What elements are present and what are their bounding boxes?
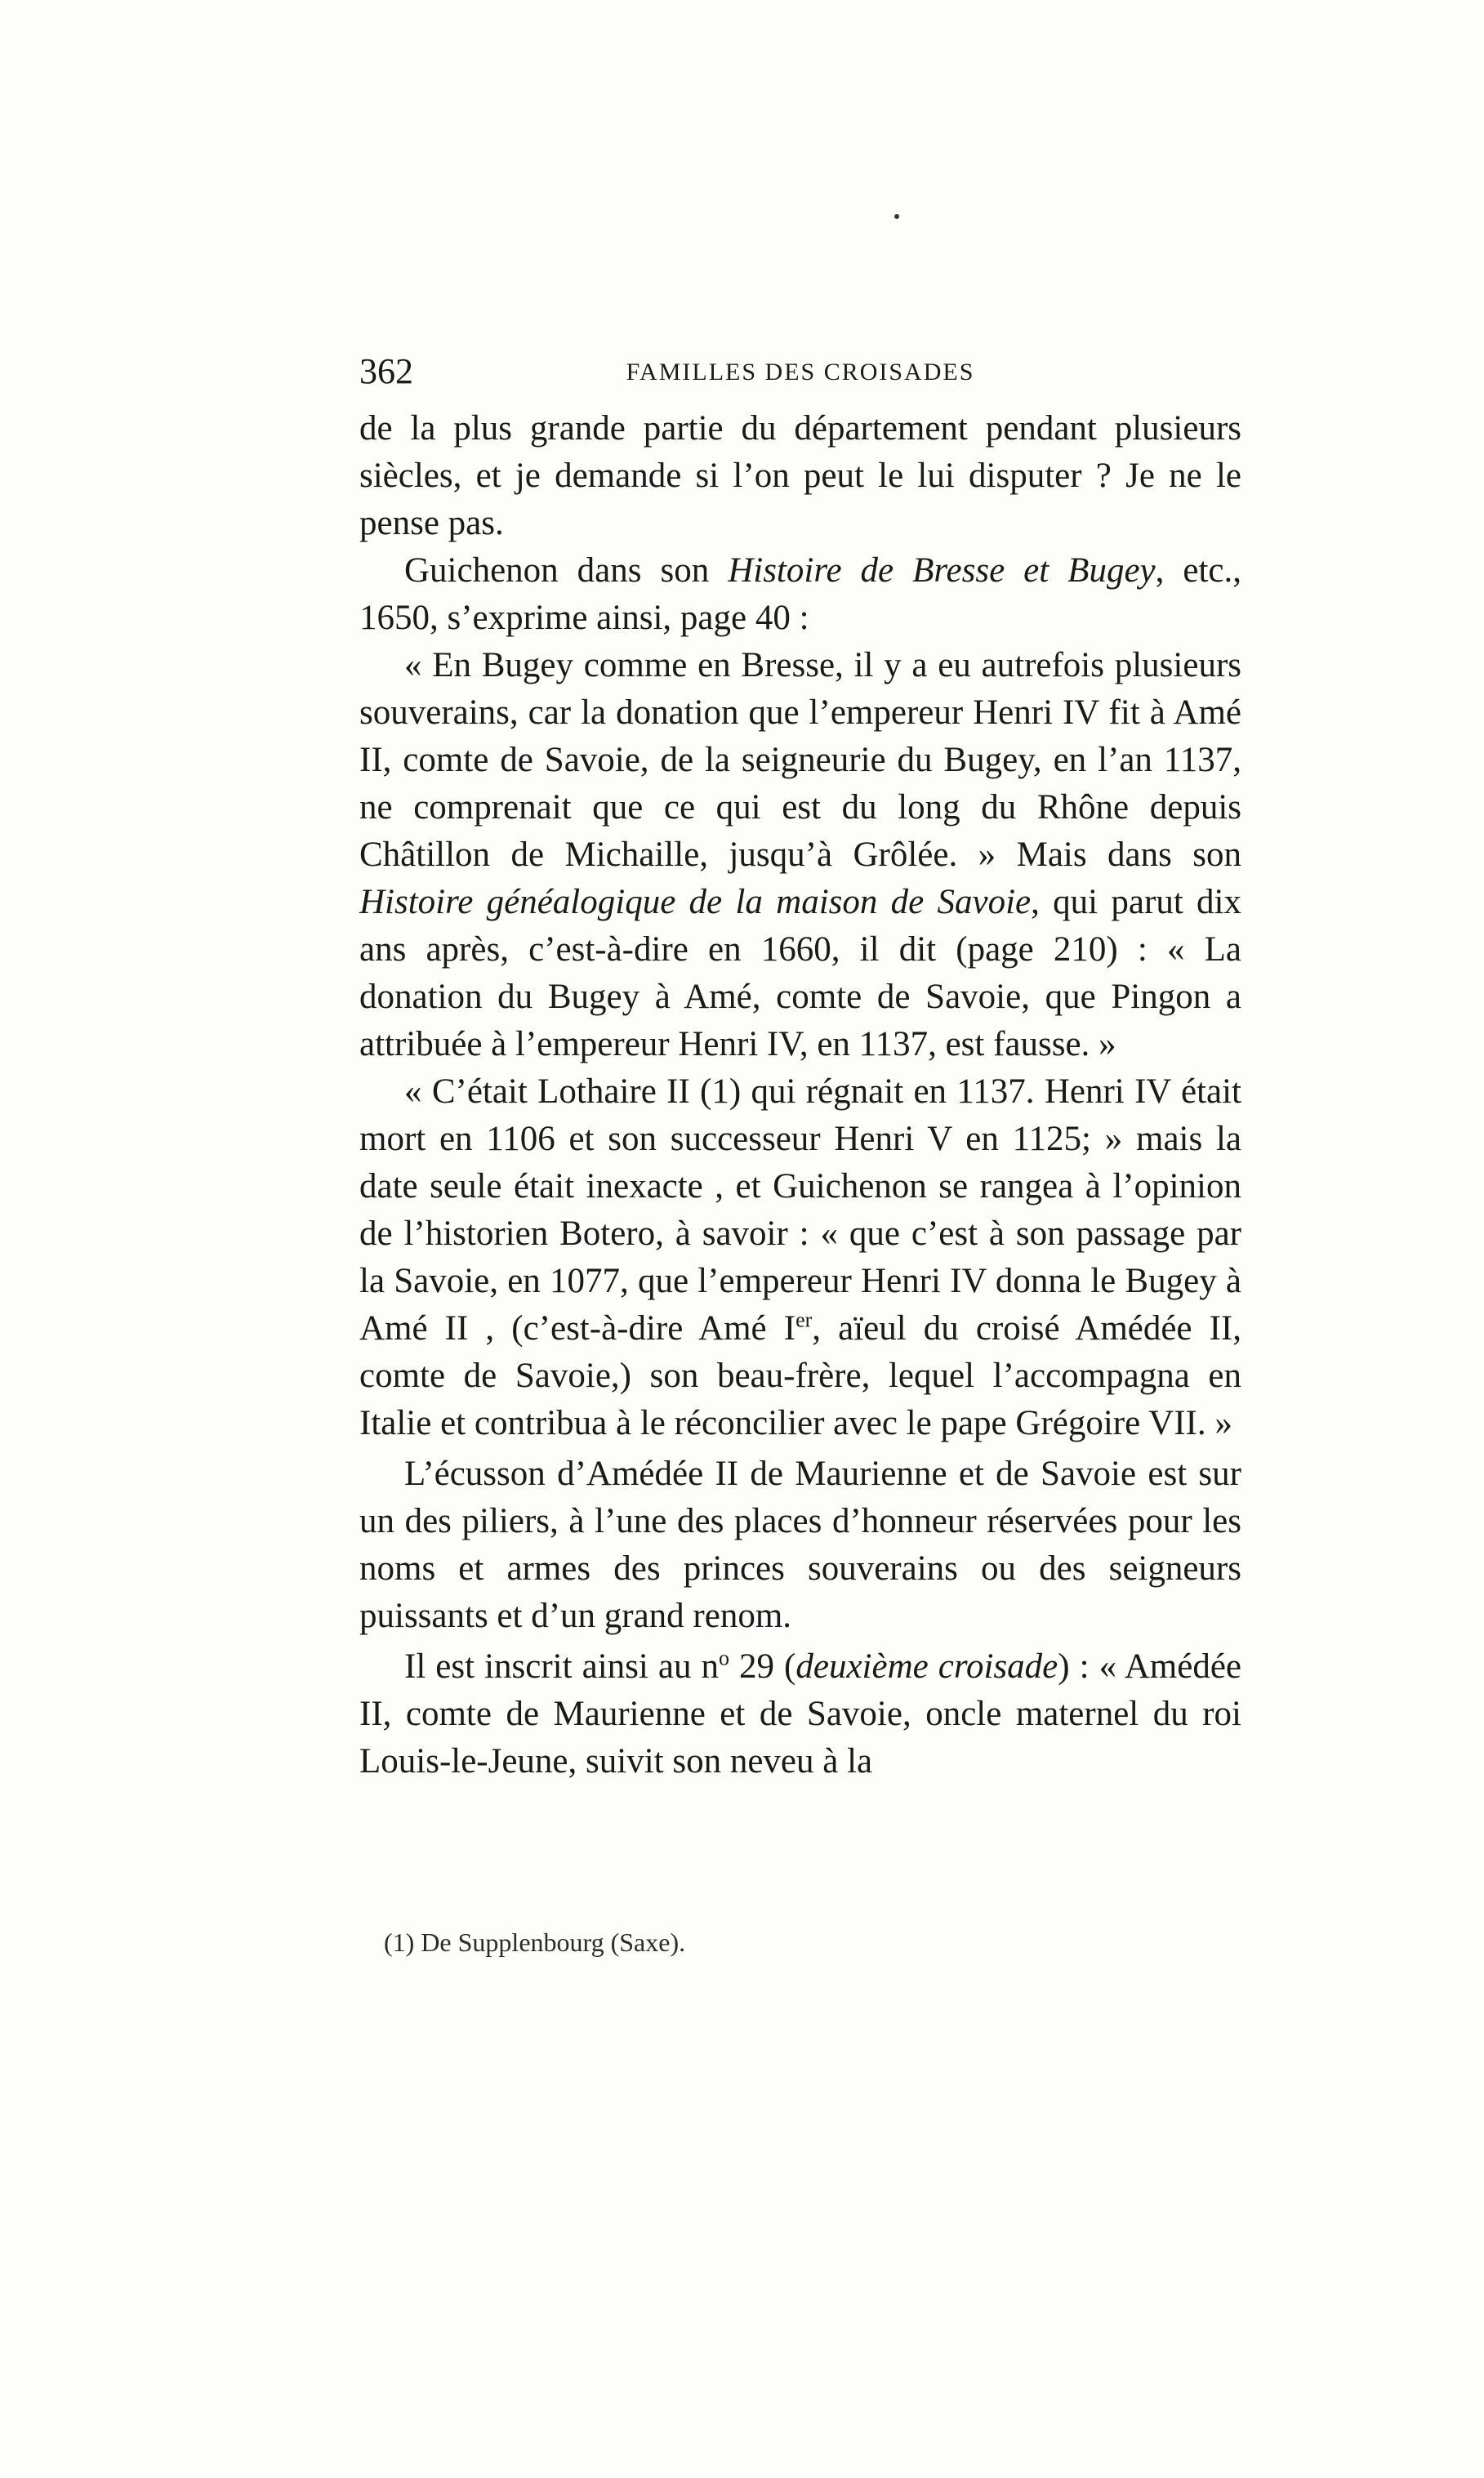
book-title-histoire-genealogique: Histoire généalogique de la maison de Savoie	[359, 883, 1032, 921]
page-number: 362	[359, 351, 413, 391]
paragraph-2: Guichenon dans son Histoire de Bresse et Bugey, etc., 1650, s’exprime ainsi, page 40 :	[359, 551, 1241, 637]
footnote: (1) De Supplenbourg (Saxe).	[384, 1928, 686, 1957]
crusade-label: deuxième croisade	[795, 1647, 1058, 1686]
body-text	[359, 405, 1241, 1785]
ink-speck	[894, 214, 899, 219]
book-title-histoire-de-bresse: Histoire de Bresse et Bugey	[728, 551, 1156, 590]
paragraph-3: « En Bugey comme en Bresse, il y a eu autrefois plusieurs souverains, car la donation que l’empereur Henri IV fit à Amé II, comte de Savoie, de la seigneurie du Bugey, en l’an 1137, ne comprenait que ce qui est du long du Rhône depuis Châtillon de Michaille, jusqu’à Grôlée. » Mais dans son Histoire généalogique de la maison de Savoie, qui parut dix ans après, c’est-à-dire en 1660, il dit (page 210) : « La donation du Bugey à Amé, comte de Savoie, que Pingon a attribuée à l’empereur Henri IV, en 1137, est fausse. »	[359, 646, 1241, 1063]
paragraph-4: « C’était Lothaire II (1) qui régnait en 1137. Henri IV était mort en 1106 et son successeur Henri V en 1125; » mais la date seule était inexacte , et Guichenon se rangea à l’opinion de l’historien Botero, à savoir : « que c’est à son passage par la Savoie, en 1077, que l’empereur Henri IV donna le Bugey à Amé II , (c’est-à-dire Amé Ier, aïeul du croisé Amédée II, comte de Savoie,) son beau-frère, lequel l’accompagna en Italie et contribua à le réconcilier avec le pape Grégoire VII. »	[359, 1072, 1241, 1442]
running-title: FAMILLES DES CROISADES	[626, 359, 975, 386]
paragraph-6: Il est inscrit ainsi au $n^o$ 29 (deuxième croisade) : « Amédée II, comte de Maurienne et de Savoie, oncle maternel du roi Louis-le-Jeune, suivit son neveu à la	[359, 1646, 1241, 1781]
paragraph-1: de la plus grande partie du département pendant plusieurs siècles, et je demande si l’on peut le lui disputer ? Je ne le pense pas.	[359, 409, 1241, 542]
running-header	[359, 351, 1241, 392]
paragraph-5: L’écusson d’Amédée II de Maurienne et de Savoie est sur un des piliers, à l’une des places d’honneur réservées pour les noms et armes des princes souverains ou des seigneurs puissants et d’un grand renom.	[359, 1455, 1241, 1635]
